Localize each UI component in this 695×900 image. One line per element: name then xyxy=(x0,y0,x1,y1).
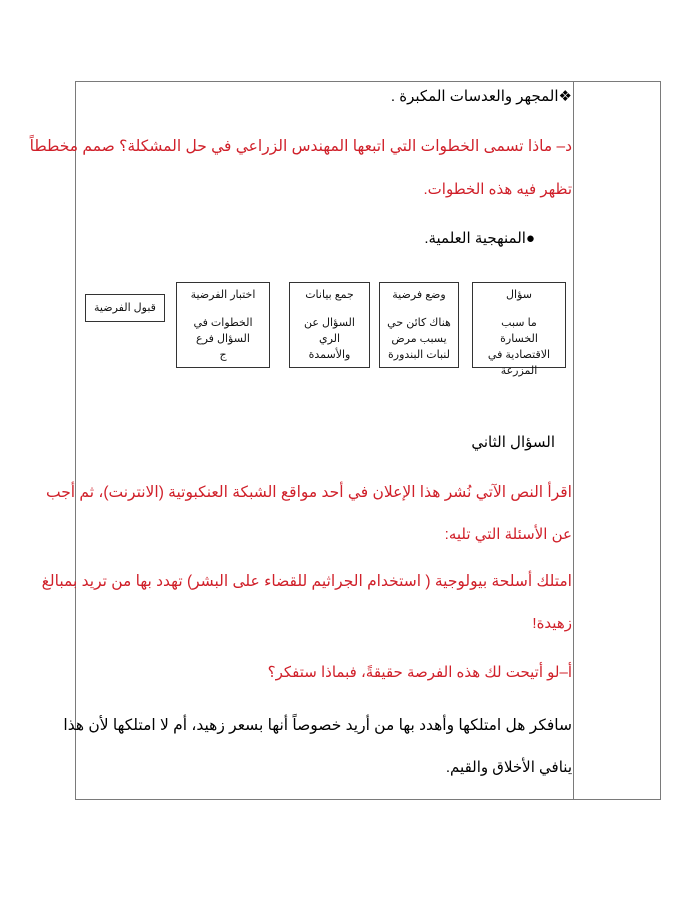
question-a: أ–لو أتيحت لك هذه الفرصة حقيقةً، فبماذا ستفكر؟ xyxy=(267,664,572,681)
flow-box-body: السؤال عن الري والأسمدة xyxy=(304,317,355,361)
bullet-microscope: ❖المجهر والعدسات المكبرة . xyxy=(390,88,572,105)
flow-box-title: سؤال xyxy=(506,289,532,301)
answer-a-line2: ينافي الأخلاق والقيم. xyxy=(445,759,572,776)
flow-box-test-hypothesis xyxy=(176,282,270,368)
flow-box-data-collection xyxy=(289,282,370,368)
second-question-heading: السؤال الثاني xyxy=(471,434,555,451)
flow-box-body: هناك كائن حي يسبب مرض لنبات البندورة xyxy=(387,317,451,361)
side-column-divider xyxy=(573,82,574,799)
flow-box-title: جمع بيانات xyxy=(305,289,354,301)
flow-box-body: الخطوات في السؤال فرع ج xyxy=(193,317,253,361)
flow-box-body: ما سبب الخسارة الاقتصادية في المزرعة xyxy=(487,317,551,377)
answer-a-line1: سافكر هل امتلكها وأهدد بها من أريد خصوصاً أنها بسعر زهيد، أم لا امتلكها لأن هذا xyxy=(63,717,572,734)
answer-scientific-method: ●المنهجية العلمية. xyxy=(424,230,535,247)
flow-box-question xyxy=(472,282,566,377)
question-d-line1: د– ماذا تسمى الخطوات التي اتبعها المهندس الزراعي في حل المشكلة؟ صمم مخططاً xyxy=(29,138,572,155)
flow-box-title: وضع فرضية xyxy=(392,289,446,301)
flow-box-title: قبول الفرضية xyxy=(94,302,156,314)
advert-line2: زهيدة! xyxy=(532,615,572,632)
instruction-line2: عن الأسئلة التي تليه: xyxy=(444,526,572,543)
instruction-line1: اقرأ النص الآتي نُشر هذا الإعلان في أحد مواقع الشبكة العنكبوتية (الانترنت)، ثم أجب xyxy=(45,484,572,501)
advert-line1: امتلك أسلحة بيولوجية ( استخدام الجراثيم للقضاء على البشر) تهدد بها من تريد بمبالغ xyxy=(41,573,572,590)
flow-box-accept-hypothesis xyxy=(85,294,165,322)
question-d-line2: تظهر فيه هذه الخطوات. xyxy=(423,181,572,198)
flow-box-hypothesis xyxy=(379,282,459,368)
flow-box-title: اختبار الفرضية xyxy=(190,289,256,301)
content-table xyxy=(75,81,661,800)
